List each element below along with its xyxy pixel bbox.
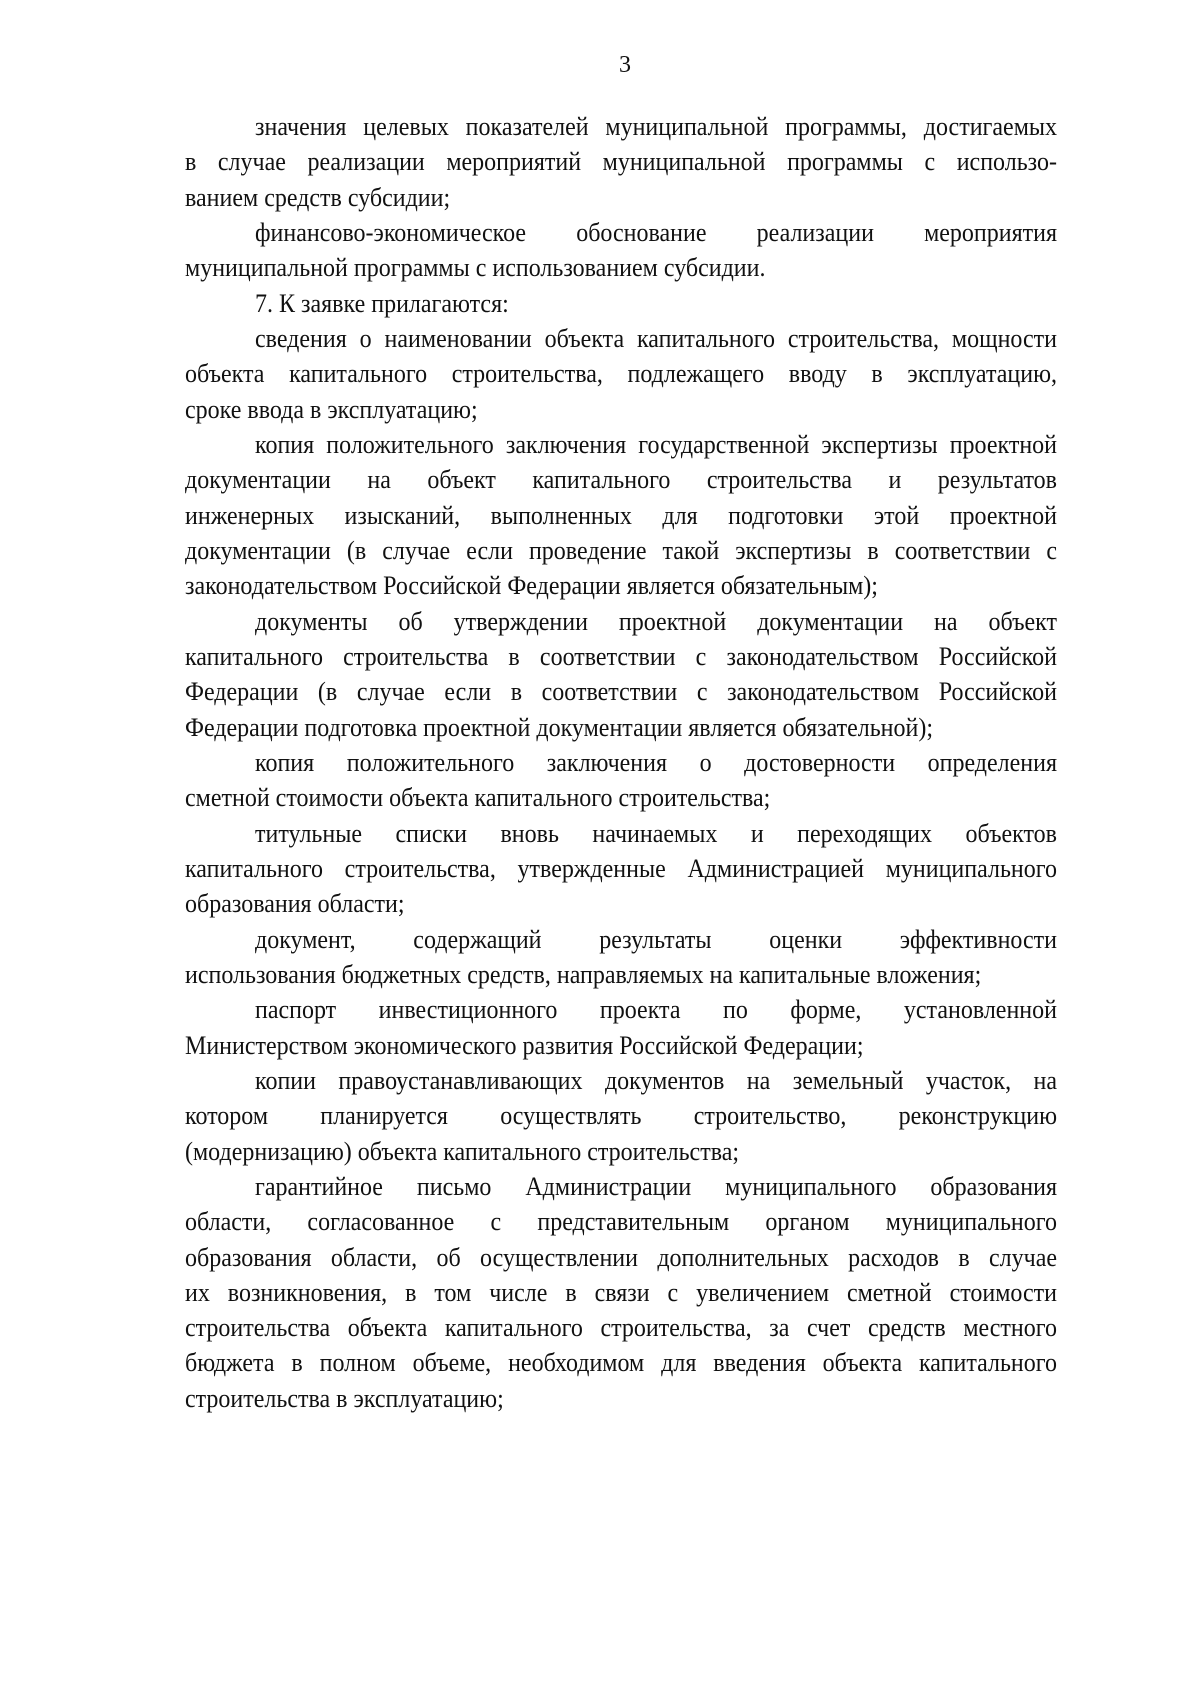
- text-line: законодательством Российской Федерации является обязательным);: [185, 571, 878, 601]
- page-number: 3: [619, 52, 631, 78]
- text-line: сметной стоимости объекта капитального строительства;: [185, 783, 771, 813]
- text-line: бюджета в полном объеме, необходимом для введения объекта капитального: [185, 1348, 1057, 1378]
- text-line: 7. К заявке прилагаются:: [255, 289, 509, 319]
- paragraph: [185, 216, 1057, 287]
- text-line: паспорт инвестиционного проекта по форме, установленной: [255, 995, 1057, 1025]
- text-line: документации (в случае если проведение такой экспертизы в соответствии с: [185, 536, 1057, 566]
- paragraph: [185, 322, 1057, 428]
- text-line: Федерации (в случае если в соответствии с законодательством Российской: [185, 677, 1057, 707]
- paragraph: [185, 746, 1057, 817]
- text-line: копия положительного заключения государственной экспертизы проектной: [255, 430, 1057, 460]
- text-line: гарантийное письмо Администрации муниципального образования: [255, 1172, 1057, 1202]
- text-line: Министерством экономического развития Российской Федерации;: [185, 1030, 864, 1061]
- paragraph: [185, 605, 1057, 746]
- text-line: ванием средств субсидии;: [185, 183, 451, 213]
- text-line: их возникновения, в том числе в связи с увеличением сметной стоимости: [185, 1278, 1057, 1308]
- text-line: документы об утверждении проектной документации на объект: [255, 606, 1057, 637]
- text-line: котором планируется осуществлять строительство, реконструкцию: [185, 1101, 1057, 1131]
- text-line: муниципальной программы с использованием субсидии.: [185, 253, 766, 283]
- text-line: образования области, об осуществлении дополнительных расходов в случае: [185, 1242, 1057, 1272]
- text-line: объекта капитального строительства, подлежащего вводу в эксплуатацию,: [185, 359, 1057, 389]
- text-line: Федерации подготовка проектной документации является обязательной);: [185, 712, 934, 743]
- paragraph: [185, 923, 1057, 994]
- text-line: значения целевых показателей муниципальной программы, достигаемых: [255, 112, 1057, 142]
- text-line: капитального строительства, утвержденные Администрацией муниципального: [185, 854, 1057, 884]
- text-line: документ, содержащий результаты оценки эффективности: [255, 924, 1057, 955]
- text-line: копия положительного заключения о достоверности определения: [255, 748, 1057, 778]
- paragraph: [185, 817, 1057, 923]
- paragraph: [185, 110, 1057, 216]
- text-line: области, согласованное с представительным органом муниципального: [185, 1207, 1057, 1237]
- paragraph: [185, 287, 1057, 322]
- document-body: [185, 110, 1057, 1417]
- paragraph: [185, 993, 1057, 1064]
- text-line: (модернизацию) объекта капитального строительства;: [185, 1136, 740, 1166]
- paragraph: [185, 1170, 1057, 1417]
- text-line: копии правоустанавливающих документов на земельный участок, на: [255, 1066, 1057, 1096]
- text-line: финансово-экономическое обоснование реализации мероприятия: [255, 218, 1057, 248]
- text-line: капитального строительства в соответствии с законодательством Российской: [185, 642, 1057, 672]
- text-line: сведения о наименовании объекта капитального строительства, мощности: [255, 324, 1057, 354]
- paragraph: [185, 1064, 1057, 1170]
- text-line: образования области;: [185, 889, 405, 919]
- text-line: в случае реализации мероприятий муниципальной программы с использо-: [185, 147, 1057, 177]
- text-line: строительства объекта капитального строительства, за счет средств местного: [185, 1313, 1057, 1343]
- text-line: использования бюджетных средств, направляемых на капитальные вложения;: [185, 960, 982, 990]
- text-line: строительства в эксплуатацию;: [185, 1384, 504, 1414]
- text-line: титульные списки вновь начинаемых и переходящих объектов: [255, 818, 1057, 849]
- text-line: инженерных изысканий, выполненных для подготовки этой проектной: [185, 500, 1057, 531]
- text-line: документации на объект капитального строительства и результатов: [185, 465, 1057, 495]
- paragraph: [185, 428, 1057, 605]
- text-line: сроке ввода в эксплуатацию;: [185, 394, 478, 425]
